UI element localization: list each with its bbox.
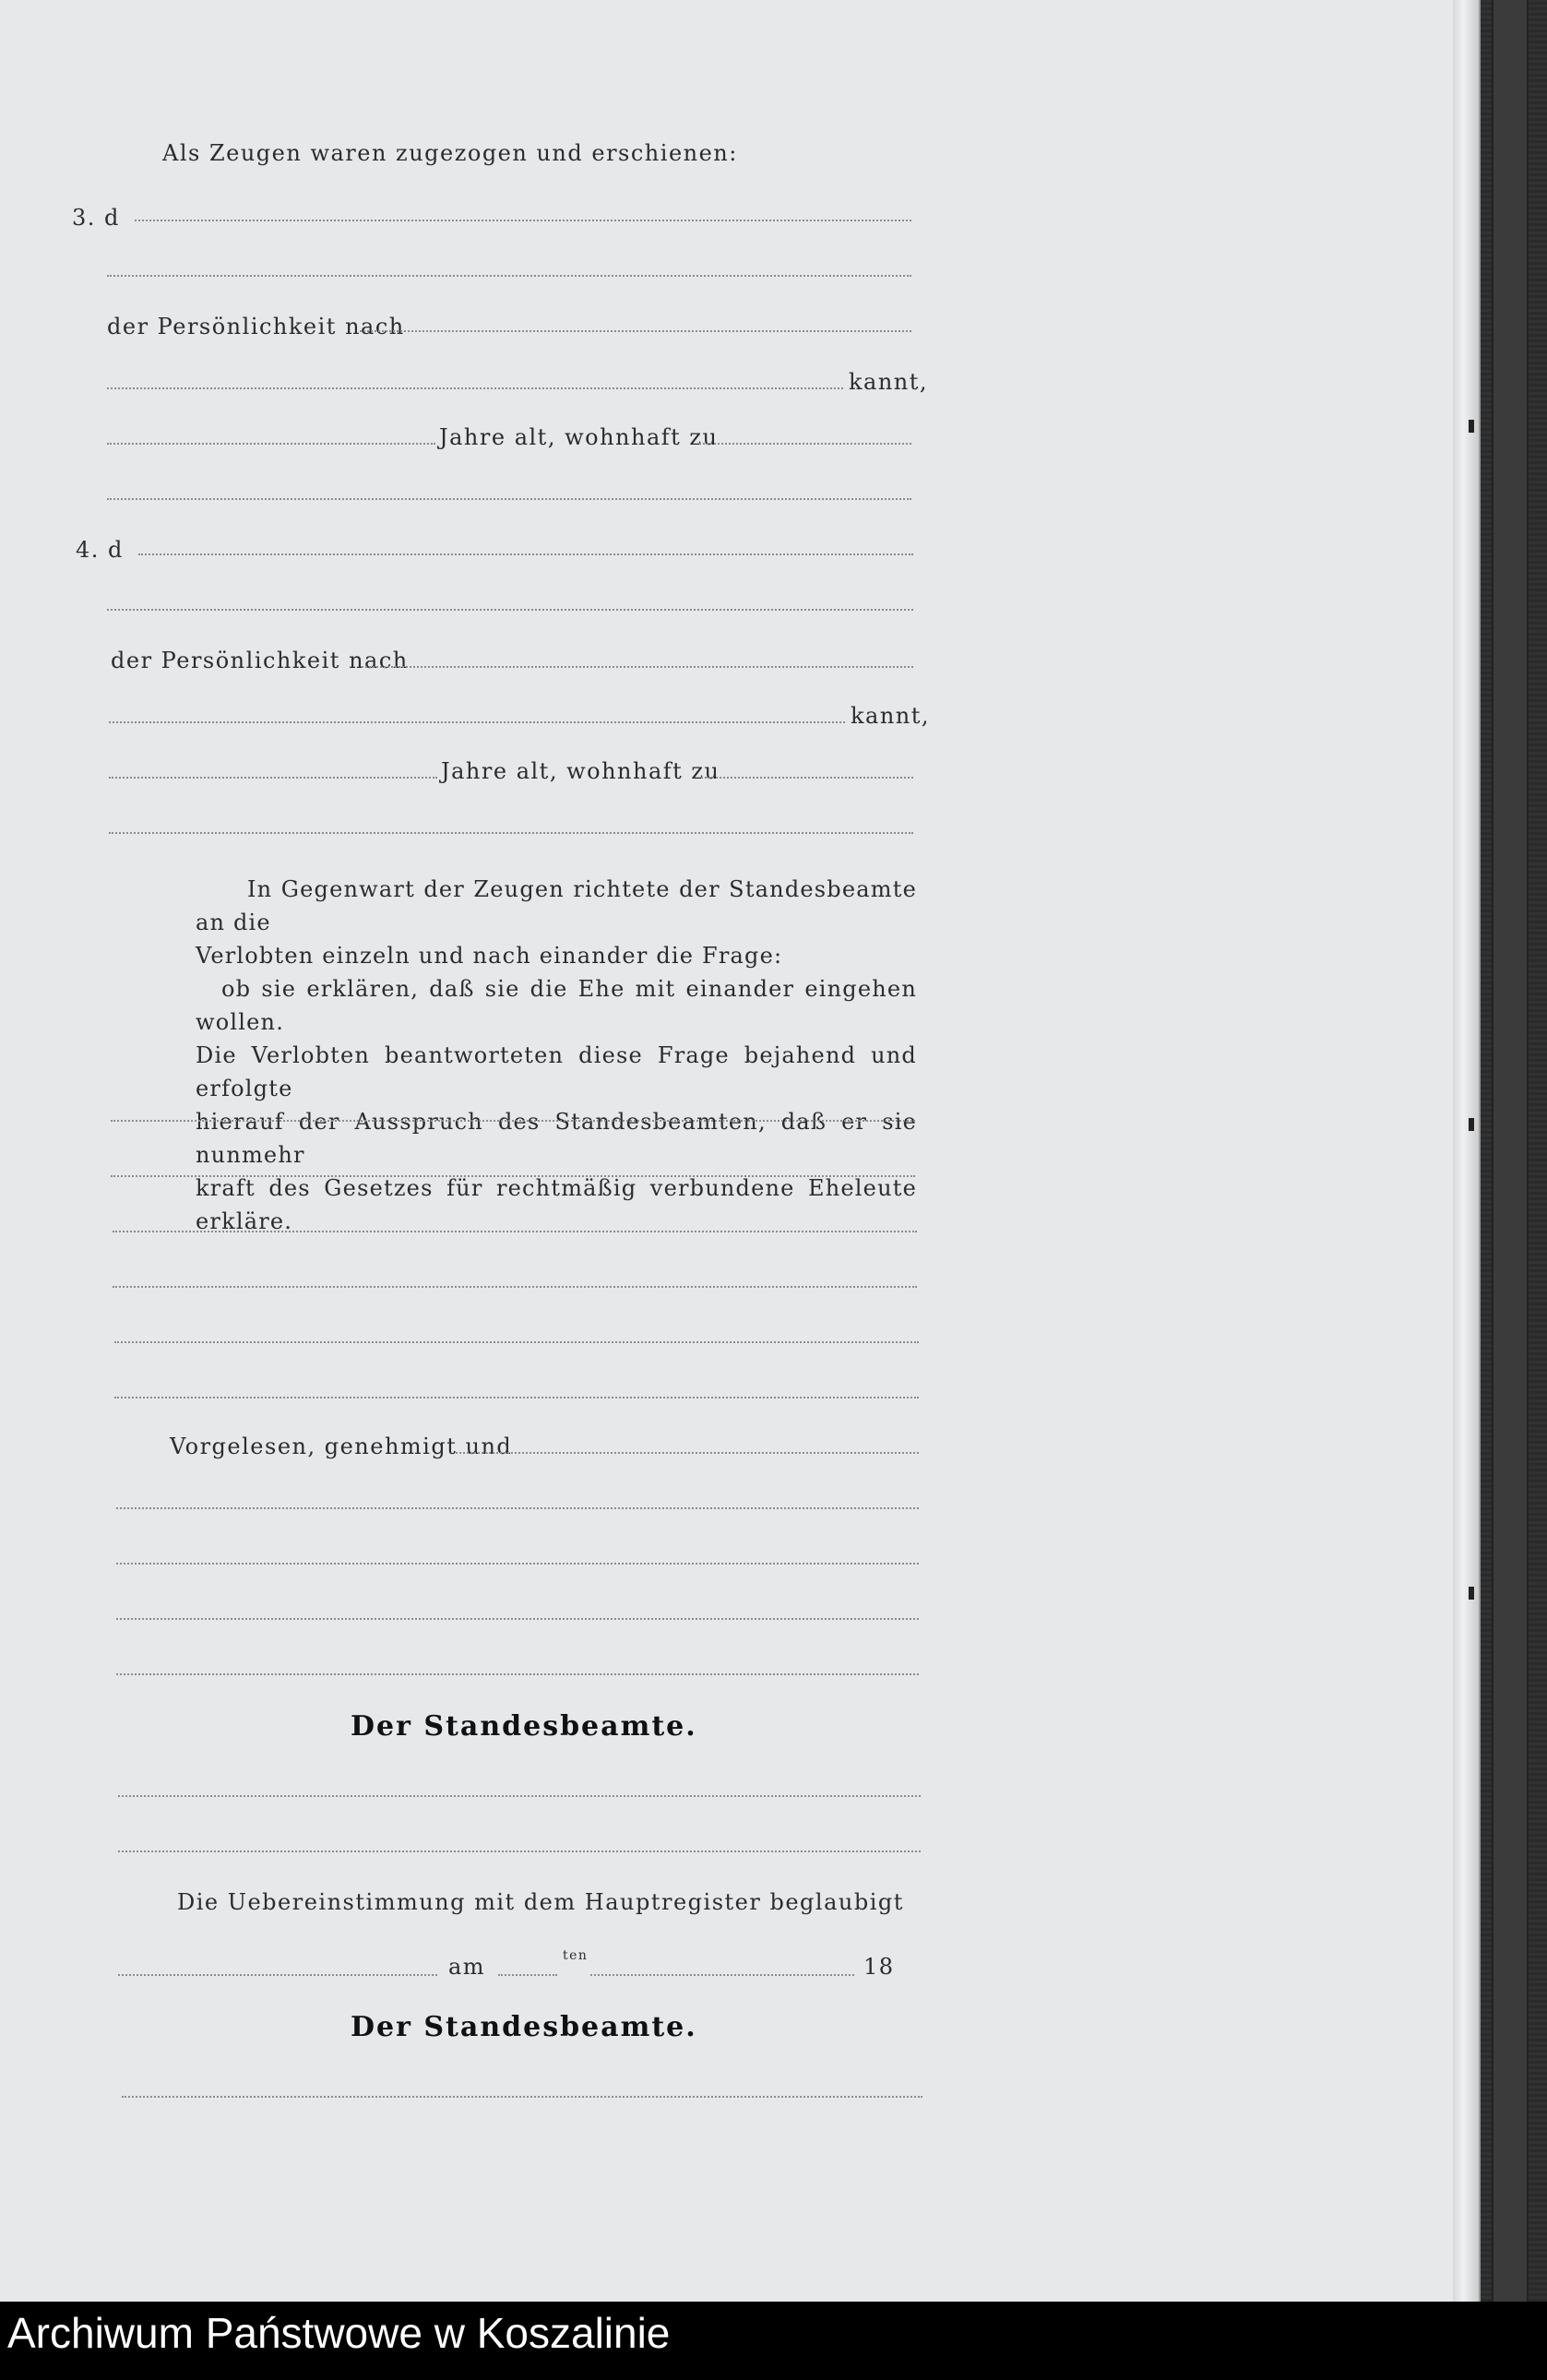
fill-line [116,1618,919,1620]
fill-line [107,387,843,389]
fill-line [456,1452,919,1454]
binding-band [1492,0,1529,2302]
fill-line [113,1231,917,1232]
date-am: am [448,1954,486,1980]
signature-title-1: Der Standesbeamte. [351,1710,697,1743]
fill-line [109,832,913,834]
fill-line [498,1974,557,1976]
fill-line [114,1341,919,1343]
witness-4-number: 4. d [76,537,124,563]
fill-line [699,443,911,445]
date-year: 18 [863,1954,895,1980]
fill-line [113,1286,917,1288]
fill-line [107,275,911,277]
fill-line [107,498,911,500]
fill-line [116,1507,919,1509]
fill-line [362,666,913,668]
paragraph-line: ob sie erklären, daß sie die Ehe mit einander eingehen wollen. [196,976,917,1035]
paragraph-line: Verlobten einzeln und nach einander die Frage: [196,943,783,969]
signature-title-2: Der Standesbeamte. [351,2011,697,2043]
witness-3-number: 3. d [72,205,120,231]
paragraph-line: In Gegenwart der Zeugen richtete der Standesbeamte an die [196,876,917,935]
fill-line [111,1175,915,1177]
archive-credit: Archiwum Państwowe w Koszalinie [7,2309,671,2357]
fill-line [116,1563,919,1565]
binding-mark [1469,1118,1474,1131]
fill-line [590,1974,854,1976]
signature-line [122,2096,922,2098]
fill-line [114,1397,919,1398]
ceremony-paragraph [196,873,917,1238]
witness-3-persoenlichkeit: der Persönlichkeit nach [107,314,405,339]
page-edge [1453,0,1481,2302]
certification-text: Die Uebereinstimmung mit dem Hauptregister beglaubigt [177,1889,904,1915]
binding-mark [1469,1587,1474,1600]
witness-4-persoenlichkeit: der Persönlichkeit nach [111,648,409,673]
fill-line [118,1850,921,1852]
fill-line [111,1120,915,1122]
paragraph-line: Die Verlobten beantworteten diese Frage bejahend und erfolgte [196,1042,917,1101]
binding-mark [1469,420,1474,433]
fill-line [701,777,913,779]
fill-line [107,443,435,445]
witness-3-kannt: kannt, [849,369,929,395]
fill-line [118,1974,437,1976]
witness-4-jahre: Jahre alt, wohnhaft zu [441,758,720,784]
fill-line [116,1673,919,1675]
witnesses-heading: Als Zeugen waren zugezogen und erschienen: [162,140,738,166]
paragraph-line: kraft des Gesetzes für rechtmäßig verbundene Eheleute erkläre. [196,1175,917,1234]
fill-line [107,609,913,611]
fill-line [109,721,845,723]
paragraph-line: hierauf der Ausspruch des Standesbeamten, daß er sie nunmehr [196,1109,917,1168]
witness-3-jahre: Jahre alt, wohnhaft zu [439,424,719,450]
witness-4-kannt: kannt, [851,703,931,729]
vorgelesen-label: Vorgelesen, genehmigt und [170,1434,513,1459]
fill-line [138,553,913,555]
fill-line [135,220,911,221]
fill-line [109,777,437,779]
fill-line [360,330,911,332]
date-ten: ten [563,1948,589,1963]
signature-line [118,1795,921,1797]
